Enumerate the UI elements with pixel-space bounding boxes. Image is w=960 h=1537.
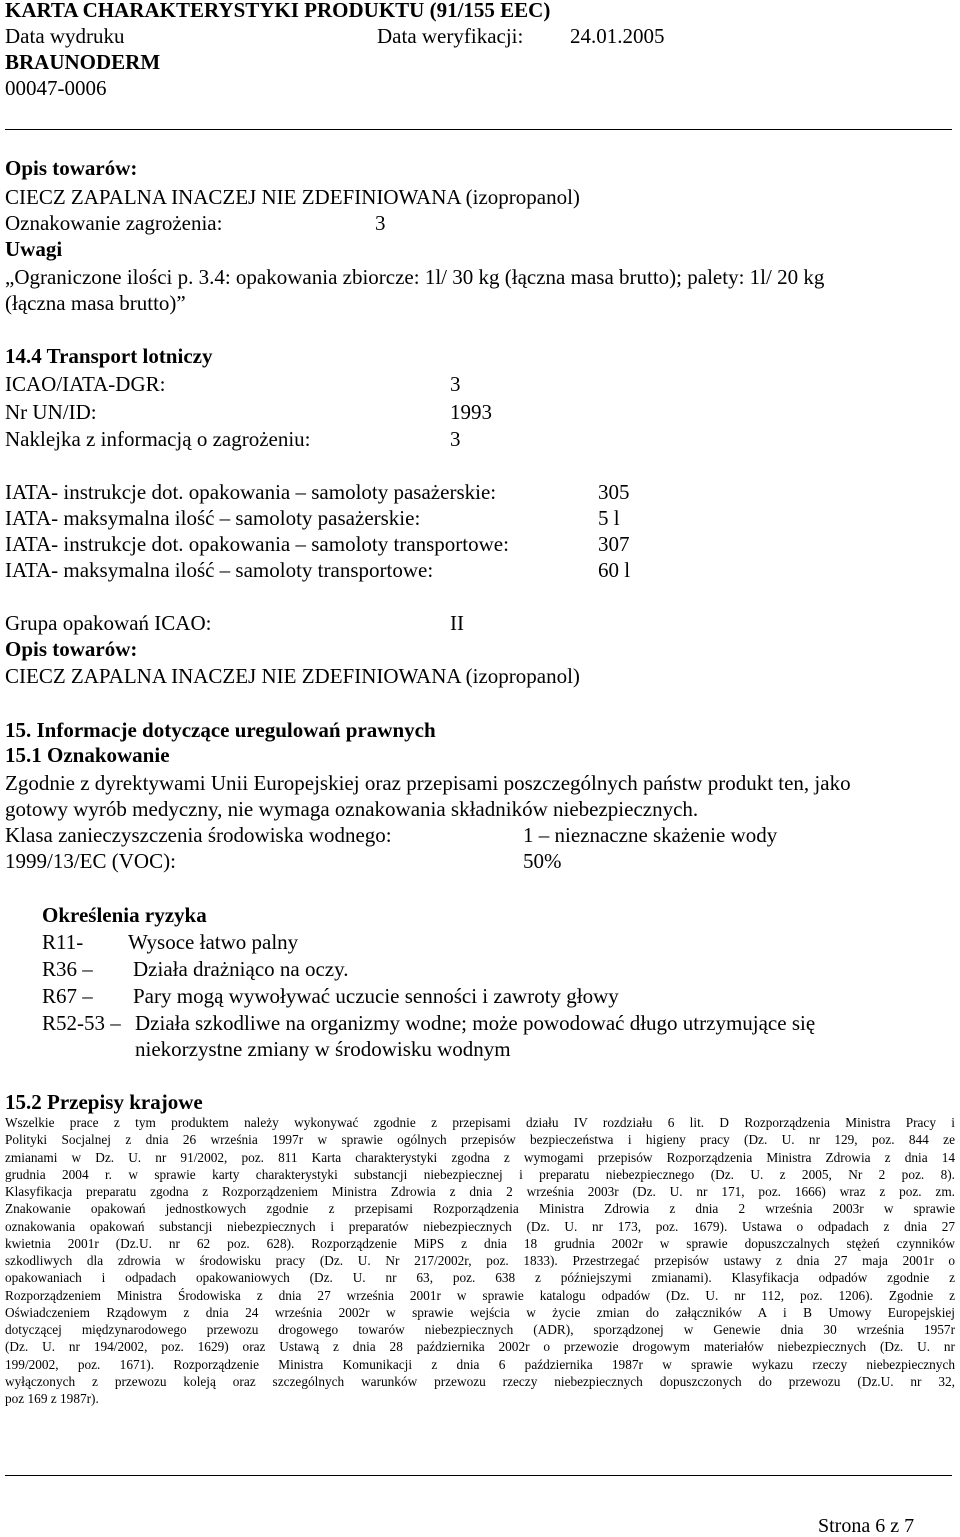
verification-label: Data weryfikacji: xyxy=(377,24,524,48)
icao-group-value: II xyxy=(450,611,464,635)
sea-desc-label: Opis towarów: xyxy=(5,156,138,180)
paragraph-line: poz 169 z 1987r). xyxy=(5,1391,99,1406)
product-code: 00047-0006 xyxy=(5,76,107,100)
sea-remarks-label: Uwagi xyxy=(5,237,63,261)
iata-row-value: 60 l xyxy=(598,558,631,582)
iata-row-label: IATA- instrukcje dot. opakowania – samoloty pasażerskie: xyxy=(5,480,497,504)
sea-desc-value: CIECZ ZAPALNA INACZEJ NIE ZDEFINIOWANA (izopropanol) xyxy=(5,185,580,209)
water-class-label: Klasa zanieczyszczenia środowiska wodnego: xyxy=(5,823,392,847)
risk-code: R67 – xyxy=(42,984,93,1008)
air-row-label: Naklejka z informacją o zagrożeniu: xyxy=(5,427,311,451)
header-divider xyxy=(5,129,952,130)
sea-remarks-line2: (łączna masa brutto)” xyxy=(5,291,186,315)
risk-code: R36 – xyxy=(42,957,93,981)
paragraph-line: wyłączonych z przewozu koleją oraz szczególnych warunków przewozu rzeczy niebezpiecznych dopuszczonych do przewozu (Dz.U. nr 32, xyxy=(5,1373,955,1389)
paragraph-line: Rozporządzeniem Ministra Środowiska z dnia 27 września 2001r w sprawie katalogu odpadów (Dz. U. nr 112, poz. 1206). Zgodnie z xyxy=(5,1287,955,1303)
air-row-value: 3 xyxy=(450,427,461,451)
national-regulations-paragraph xyxy=(5,1114,955,1407)
verification-date: 24.01.2005 xyxy=(570,24,665,48)
product-name: BRAUNODERM xyxy=(5,50,161,74)
risk-text-continuation: niekorzystne zmiany w środowisku wodnym xyxy=(135,1037,511,1061)
risk-code: R11- xyxy=(42,930,84,954)
risk-text: Działa szkodliwe na organizmy wodne; może powodować długo utrzymujące się xyxy=(135,1011,816,1035)
sea-hazard-value: 3 xyxy=(375,211,386,235)
paragraph-line: dotyczącej międzynarodowego przewozu drogowego towarów niebezpiecznych (ADR), sporządzonej w Genewie dnia 30 września 1957r xyxy=(5,1322,955,1337)
section-15-1-heading: 15.1 Oznakowanie xyxy=(5,743,170,767)
paragraph-line: opakowaniach i odpadach opakowaniowych (Dz. U. nr 63, poz. 638 z późniejszymi zmianami). Klasyfikacja odpadów zgodnie z xyxy=(5,1270,955,1286)
paragraph-line: oznakowania opakowań substancji niebezpiecznych i preparatów niebezpiecznych (Dz. U. nr 173, poz. 1679). Ustawa o odpadach z dnia 27 xyxy=(5,1218,955,1234)
air-desc-label: Opis towarów: xyxy=(5,637,138,661)
iata-row-value: 305 xyxy=(598,480,630,504)
paragraph-line: grudnia 2004 r. w sprawie karty charakterystyki substancji niebezpiecznej i preparatu niebezpiecznego (Dz. U. z 2005, Nr 2 poz. 8). xyxy=(5,1166,955,1182)
print-date-label: Data wydruku xyxy=(5,24,125,48)
air-desc-value: CIECZ ZAPALNA INACZEJ NIE ZDEFINIOWANA (izopropanol) xyxy=(5,664,580,688)
risk-text: Pary mogą wywoływać uczucie senności i zawroty głowy xyxy=(133,984,619,1008)
paragraph-line: kwietnia 2001r (Dz.U. nr 62 poz. 628). Rozporządzenie MiPS z dnia 18 grudnia 2002r w sprawie dopuszczalnych stężeń czynników xyxy=(5,1235,955,1251)
section-15-2-heading: 15.2 Przepisy krajowe xyxy=(5,1090,203,1114)
page-number: Strona 6 z 7 xyxy=(818,1515,915,1537)
air-row-value: 1993 xyxy=(450,400,492,424)
air-row-value: 3 xyxy=(450,372,461,396)
paragraph-line: Polityki Socjalnej z dnia 26 września 1997r w sprawie ogólnych przepisów bezpieczeństwa i higieny pracy (Dz. U. nr 129, poz. 844 ze xyxy=(5,1132,955,1148)
section-15-heading: 15. Informacje dotyczące uregulowań prawnych xyxy=(5,718,436,742)
water-class-value: 1 – nieznaczne skażenie wody xyxy=(523,823,778,847)
paragraph-line: szkodliwych dla zdrowia w środowisku pracy (Dz. U. Nr 217/2002r, poz. 1833). Przestrzegać przepisów ustawy z dnia 27 maja 2001r o xyxy=(5,1253,955,1268)
paragraph-line: 199/2002, poz. 1671). Rozporządzenie Ministra Komunikacji z dnia 6 października 1987r w sprawie wykazu rzeczy niebezpiecznych xyxy=(5,1356,955,1372)
paragraph-line: zmianami w Dz. U. nr 91/2002, poz. 811 Karta charakterystyki zgodna z wymogami przepisów Rozporządzenia Ministra Zdrowia z dnia 14 xyxy=(5,1149,955,1165)
risk-code: R52-53 – xyxy=(42,1011,121,1035)
paragraph-line: Oświadczeniem Rządowym z dnia 24 września 2002r w sprawie wejścia w życie zmian do załączników A i B Umowy Europejskiej xyxy=(5,1304,955,1320)
icao-group-label: Grupa opakowań ICAO: xyxy=(5,611,212,635)
document-title: KARTA CHARAKTERYSTYKI PRODUKTU (91/155 EEC) xyxy=(5,0,551,22)
iata-row-label: IATA- instrukcje dot. opakowania – samoloty transportowe: xyxy=(5,532,509,556)
iata-row-label: IATA- maksymalna ilość – samoloty pasażerskie: xyxy=(5,506,421,530)
voc-value: 50% xyxy=(523,849,562,873)
labelling-text-line1: Zgodnie z dyrektywami Unii Europejskiej oraz przepisami poszczególnych państw produkt ten, jako xyxy=(5,771,851,795)
paragraph-line: Znakowanie opakowań jednostkowych zgodnie z przepisami Rozporządzenia Ministra Zdrowia z dnia 2 września 2003r w sprawie xyxy=(5,1201,955,1217)
iata-row-label: IATA- maksymalna ilość – samoloty transportowe: xyxy=(5,558,434,582)
risk-text: Działa drażniąco na oczy. xyxy=(133,957,349,981)
footer-divider xyxy=(5,1475,952,1476)
paragraph-line: Klasyfikacja preparatu zgodna z Rozporządzeniem Ministra Zdrowia z dnia 2 września 2003r (Dz. U. nr 171, poz. 1666) wraz z poz. zm. xyxy=(5,1184,955,1199)
voc-label: 1999/13/EC (VOC): xyxy=(5,849,176,873)
sea-remarks-line1: „Ograniczone ilości p. 3.4: opakowania zbiorcze: 1l/ 30 kg (łączna masa brutto); palety: 1l/ 20 kg xyxy=(5,265,825,289)
risk-phrases-heading: Określenia ryzyka xyxy=(42,903,207,927)
air-heading: 14.4 Transport lotniczy xyxy=(5,344,213,368)
air-row-label: Nr UN/ID: xyxy=(5,400,97,424)
paragraph-line: Wszelkie prace z tym produktem należy wykonywać zgodnie z przepisami działu IV rozdziału 6 lit. D Rozporządzenia Ministra Pracy i xyxy=(5,1115,955,1130)
labelling-text-line2: gotowy wyrób medyczny, nie wymaga oznakowania składników niebezpiecznych. xyxy=(5,797,699,821)
air-row-label: ICAO/IATA-DGR: xyxy=(5,372,166,396)
iata-row-value: 5 l xyxy=(598,506,620,530)
paragraph-line: (Dz. U. nr 194/2002, poz. 1629) oraz Ustawą z dnia 28 października 2002r o przewozie drogowym materiałów niebezpiecznych (Dz. U. nr xyxy=(5,1339,955,1355)
iata-row-value: 307 xyxy=(598,532,630,556)
risk-text: Wysoce łatwo palny xyxy=(128,930,299,954)
sea-hazard-label: Oznakowanie zagrożenia: xyxy=(5,211,223,235)
